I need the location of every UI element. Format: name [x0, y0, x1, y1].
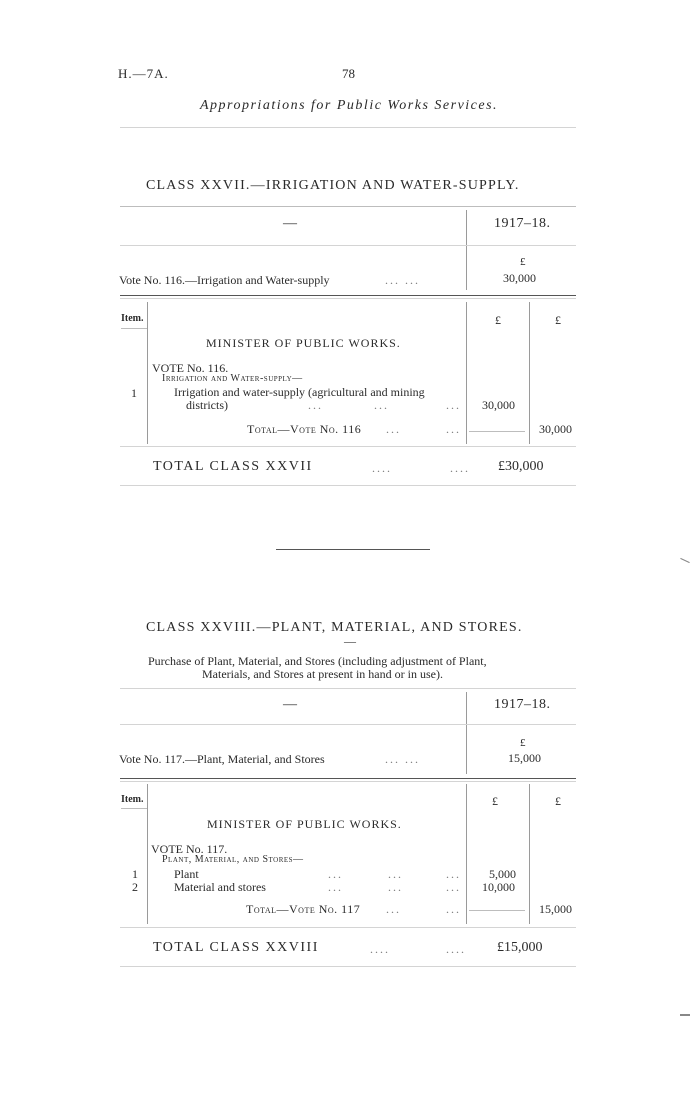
item-header-rule	[121, 808, 147, 809]
amount-col-divider-a	[466, 302, 467, 444]
item-text-line-2: districts)	[186, 398, 228, 412]
vote-subhead: Plant, Material, and Stores—	[162, 854, 304, 865]
item-amount: 30,000	[482, 398, 515, 412]
item-amount: 10,000	[482, 880, 515, 894]
vote-116-line: Vote No. 116.—Irrigation and Water-supply	[119, 273, 330, 287]
pound-sign: £	[520, 256, 526, 268]
leader-dots: ...	[374, 398, 389, 412]
col-divider	[466, 210, 467, 290]
total-vote-label: Total—Vote No. 116	[247, 422, 362, 436]
item-col-divider	[147, 302, 148, 444]
vote-117-amount: 15,000	[508, 751, 541, 765]
page-number: 78	[342, 66, 355, 81]
total-class-amount: £30,000	[498, 459, 544, 474]
pound-sign-b: £	[555, 794, 561, 808]
item-amount: 5,000	[489, 867, 516, 881]
total-vote-amount: 30,000	[539, 422, 572, 436]
amount-col-divider-b	[529, 302, 530, 444]
class-bottom-rule	[120, 966, 576, 967]
item-header-rule	[121, 328, 147, 329]
summary-rule-2	[120, 298, 576, 299]
vote-117-line: Vote No. 117.—Plant, Material, and Stores	[119, 752, 325, 766]
header-bottom-rule	[120, 245, 576, 246]
item-number: 2	[132, 880, 138, 894]
pound-sign: £	[520, 737, 526, 749]
pound-sign-a: £	[495, 313, 501, 327]
item-header: Item.	[121, 313, 144, 324]
running-title: Appropriations for Public Works Services.	[200, 98, 499, 113]
table-top-rule	[120, 688, 576, 689]
title-dash: —	[344, 634, 356, 648]
total-class-label: TOTAL CLASS XXVII	[153, 459, 313, 474]
leader-dots: ....	[372, 461, 392, 475]
summary-rule	[120, 295, 576, 296]
leader-dots: ....	[370, 942, 390, 956]
leader-dots: ...	[328, 880, 343, 894]
total-vote-label: Total—Vote No. 117	[246, 902, 361, 916]
pound-sign-b: £	[555, 313, 561, 327]
leader-dots: ...	[446, 880, 461, 894]
item-number: 1	[132, 867, 138, 881]
detail-bottom-rule	[120, 446, 576, 447]
intro-line-1: Purchase of Plant, Material, and Stores (including adjustment of Plant,	[148, 654, 487, 668]
item-text-line-1: Irrigation and water-supply (agricultural and mining	[174, 385, 425, 399]
class-27-title: CLASS XXVII.—IRRIGATION AND WATER-SUPPLY.	[146, 178, 520, 193]
leader-dots: ... ...	[385, 273, 420, 287]
leader-dots: ...	[308, 398, 323, 412]
table-top-rule	[120, 206, 576, 207]
amount-col-divider-a	[466, 784, 467, 924]
scan-speck	[680, 558, 689, 563]
col-dash: —	[283, 216, 297, 231]
leader-dots: ...	[446, 902, 461, 916]
item-text: Material and stores	[174, 880, 266, 894]
class-bottom-rule	[120, 485, 576, 486]
total-class-label: TOTAL CLASS XXVIII	[153, 940, 319, 955]
document-reference: H.—7A.	[118, 66, 169, 81]
year-header: 1917–18.	[494, 697, 551, 712]
leader-dots: ....	[450, 461, 470, 475]
leader-dots: ....	[446, 942, 466, 956]
detail-bottom-rule	[120, 927, 576, 928]
item-text: Plant	[174, 867, 199, 881]
subtotal-rule	[469, 431, 525, 432]
col-divider	[466, 692, 467, 774]
scan-speck	[680, 1014, 690, 1016]
total-class-amount: £15,000	[497, 940, 543, 955]
leader-dots: ...	[446, 398, 461, 412]
year-header: 1917–18.	[494, 216, 551, 231]
item-number: 1	[131, 386, 137, 400]
item-col-divider	[147, 784, 148, 924]
leader-dots: ...	[388, 880, 403, 894]
amount-col-divider-b	[529, 784, 530, 924]
leader-dots: ...	[388, 867, 403, 881]
header-bottom-rule	[120, 724, 576, 725]
vote-subhead: Irrigation and Water-supply—	[162, 373, 303, 384]
leader-dots: ... ...	[385, 752, 420, 766]
col-dash: —	[283, 697, 297, 712]
item-header: Item.	[121, 794, 144, 805]
total-vote-amount: 15,000	[539, 902, 572, 916]
vote-116-amount: 30,000	[503, 271, 536, 285]
leader-dots: ...	[386, 902, 401, 916]
ministry-heading: MINISTER OF PUBLIC WORKS.	[207, 817, 402, 831]
vote-label: VOTE No. 117.	[151, 842, 228, 856]
summary-rule-2	[120, 781, 576, 782]
ministry-heading: MINISTER OF PUBLIC WORKS.	[206, 336, 401, 350]
class-28-title: CLASS XXVIII.—PLANT, MATERIAL, AND STORES.	[146, 620, 523, 635]
section-separator	[276, 549, 430, 550]
leader-dots: ...	[386, 422, 401, 436]
intro-line-2: Materials, and Stores at present in hand or in use).	[202, 667, 443, 681]
leader-dots: ...	[446, 867, 461, 881]
summary-rule	[120, 778, 576, 779]
header-rule	[120, 127, 576, 128]
leader-dots: ...	[446, 422, 461, 436]
leader-dots: ...	[328, 867, 343, 881]
vote-label: VOTE No. 116.	[152, 361, 229, 375]
subtotal-rule	[469, 910, 525, 911]
pound-sign-a: £	[492, 794, 498, 808]
